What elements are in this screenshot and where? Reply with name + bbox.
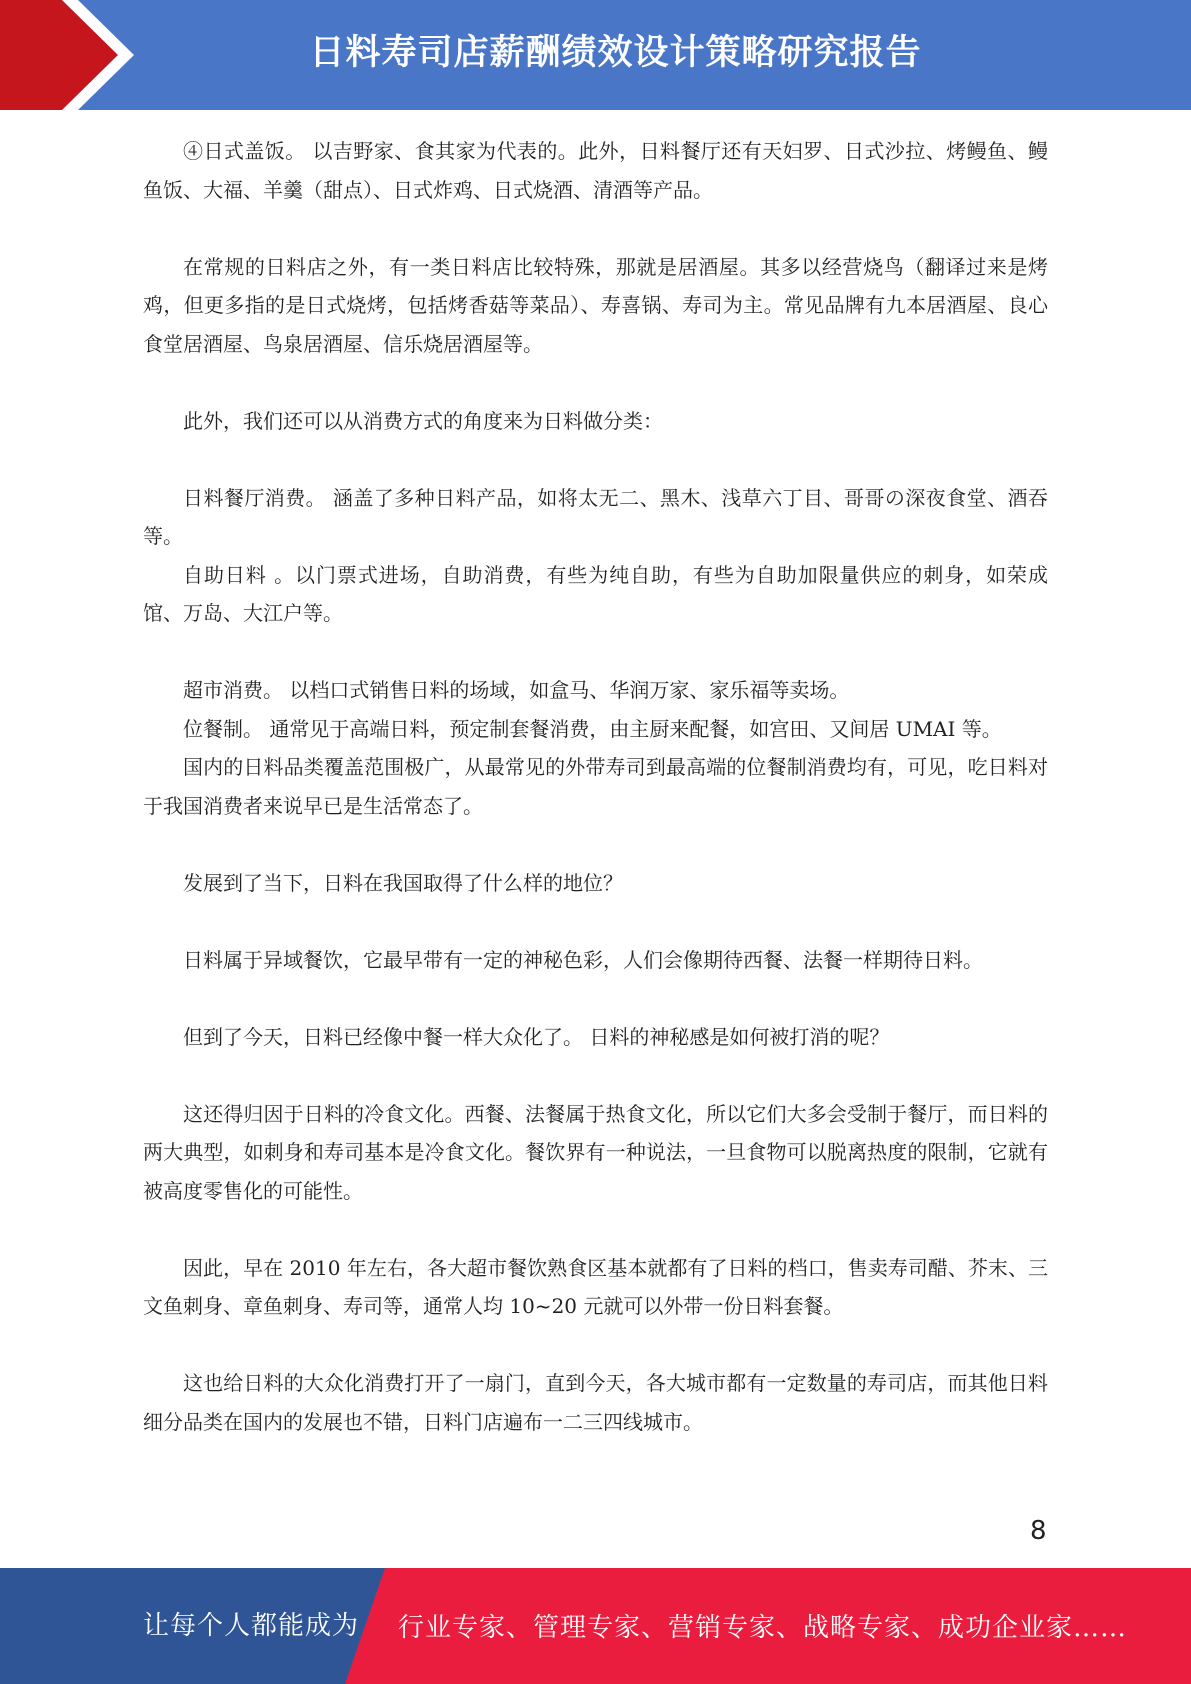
paragraph: 日料属于异域餐饮，它最早带有一定的神秘色彩，人们会像期待西餐、法餐一样期待日料。 [183,947,983,972]
spacer [143,1056,1048,1095]
page-number: 8 [1030,1516,1047,1546]
document-title: 日料寿司店薪酬绩效设计策略研究报告 [309,33,922,73]
paragraph: 在常规的日料店之外，有一类日料店比较特殊，那就是居酒屋。其多以经营烧鸟（翻译过来是烤鸡，但更多指的是日式烧烤，包括烤香菇等菜品）、寿喜锅、寿司为主。常见品牌有九本居酒屋、良心食堂居酒屋、鸟泉居酒屋、信乐烧居酒屋等。 [143,254,1048,356]
document-body [143,132,1048,1441]
paragraph: 但到了今天，日料已经像中餐一样大众化了。 日料的神秘感是如何被打消的呢？ [183,1024,890,1049]
paragraph: 国内的日料品类覆盖范围极广，从最常见的外带寿司到最高端的位餐制消费均有，可见，吃日料对于我国消费者来说早已是生活常态了。 [143,755,1048,818]
spacer [143,633,1048,672]
page-header [0,0,1191,110]
spacer [143,1210,1048,1249]
paragraph: ④日式盖饭。 以吉野家、食其家为代表的。此外，日料餐厅还有天妇罗、日式沙拉、烤鳗鱼、鳗鱼饭、大福、羊羹（甜点）、日式炸鸡、日式烧酒、清酒等产品。 [143,139,1048,202]
paragraph: 因此，早在 2010 年左右，各大超市餐饮熟食区基本就都有了日料的档口，售卖寿司醋、芥末、三文鱼刺身、章鱼刺身、寿司等，通常人均 10~20 元就可以外带一份日料套餐。 [143,1255,1048,1318]
spacer [143,209,1048,248]
paragraph: 超市消费。 以档口式销售日料的场域，如盒马、华润万家、家乐福等卖场。 [183,678,850,702]
paragraph: 此外，我们还可以从消费方式的角度来为日料做分类： [183,408,663,433]
paragraph: 日料餐厅消费。 涵盖了多种日料产品，如将太无二、黑木、浅草六丁目、哥哥の深夜食堂、酒吞等。 [143,485,1048,548]
spacer [143,1326,1048,1365]
paragraph: 发展到了当下，日料在我国取得了什么样的地位？ [183,870,623,895]
footer-slogan-left: 让每个人都能成为 [143,1611,360,1641]
spacer [143,902,1048,941]
paragraph: 这也给日料的大众化消费打开了一扇门，直到今天，各大城市都有一定数量的寿司店，而其他日料细分品类在国内的发展也不错，日料门店遍布一二三四线城市。 [143,1371,1048,1434]
paragraph: 位餐制。 通常见于高端日料，预定制套餐消费，由主厨来配餐，如宫田、又间居 UMAI 等。 [183,716,1002,741]
paragraph: 这还得归因于日料的冷食文化。西餐、法餐属于热食文化，所以它们大多会受制于餐厅，而日料的两大典型，如刺身和寿司基本是冷食文化。餐饮界有一种说法，一旦食物可以脱离热度的限制，它就有被高度零售化的可能性。 [143,1101,1048,1203]
spacer [143,825,1048,864]
spacer [143,979,1048,1018]
page-footer [0,1568,1191,1684]
spacer [143,363,1048,402]
footer-slogan-right: 行业专家、管理专家、营销专家、战略专家、成功企业家…… [398,1613,1128,1643]
spacer [143,440,1048,479]
paragraph: 自助日料 。以门票式进场，自助消费，有些为纯自助，有些为自助加限量供应的刺身，如荣成馆、万岛、大江户等。 [143,562,1048,625]
chevron-logo-icon [0,0,160,110]
